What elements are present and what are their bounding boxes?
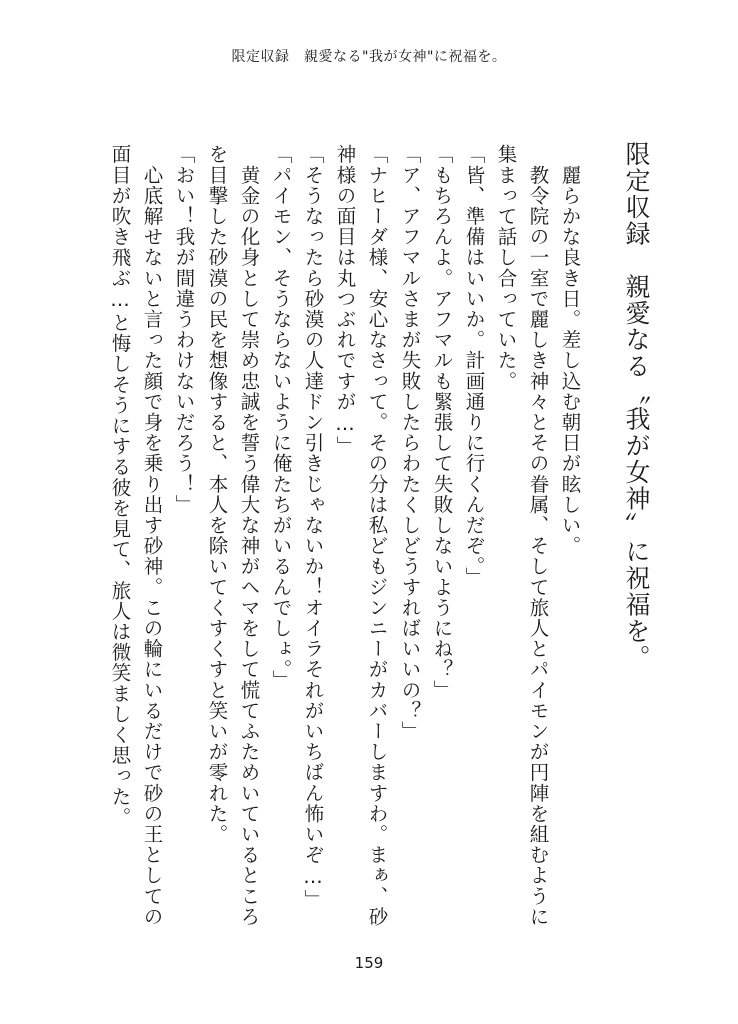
body-line: 集まって話し合っていた。: [494, 144, 518, 392]
body-line: 黄金の化身として崇め忠誠を誓う偉大な神がヘマをして慌てふためいているところ: [237, 144, 261, 927]
chapter-title: 限定収録 親愛なる〝我が女神〟に祝福を。: [622, 141, 651, 671]
body-line: 「もちろんよ。アフマルも緊張して失敗しないようにね？」: [430, 144, 454, 701]
body-line: 神様の面目は丸つぶれですが…」: [333, 144, 357, 457]
body-line: 「そうなったら砂漠の人達ドン引きじゃないか！オイラそれがいちばん怖いぞ…」: [301, 144, 325, 910]
body-line: 心底解せないと言った顔で身を乗り出す砂神。この輪にいるだけで砂の王としての: [140, 144, 164, 927]
running-header: 限定収録 親愛なる"我が女神"に祝福を。: [231, 49, 507, 65]
body-line: 麗らかな良き日。差し込む朝日が眩しい。: [558, 144, 582, 556]
body-line: 「ア、アフマルさまが失敗したらわたくしどうすればいいの？」: [398, 144, 422, 742]
body-line: を目撃した砂漠の民を想像すると、本人を除いてくすくすと笑いが零れた。: [205, 144, 229, 845]
body-line: 面目が吹き飛ぶ…と悔しそうにする彼を見て、旅人は微笑ましく思った。: [108, 144, 132, 828]
body-line: 「ナヒーダ様、安心なさって。その分は私どもジンニーがカバーしますわ。まぁ、砂: [365, 144, 389, 927]
page-number: 159: [354, 954, 384, 972]
body-line: 「パイモン、そうならないように俺たちがいるんでしょ。」: [269, 144, 293, 691]
body-line: 「おい！我が間違うわけないだろう！」: [172, 144, 196, 515]
body-line: 教令院の一室で麗しき神々とその眷属、そして旅人とパイモンが円陣を組むように: [526, 144, 550, 927]
body-line: 「皆、準備はいいか。計画通りに行くんだぞ。」: [462, 144, 486, 588]
